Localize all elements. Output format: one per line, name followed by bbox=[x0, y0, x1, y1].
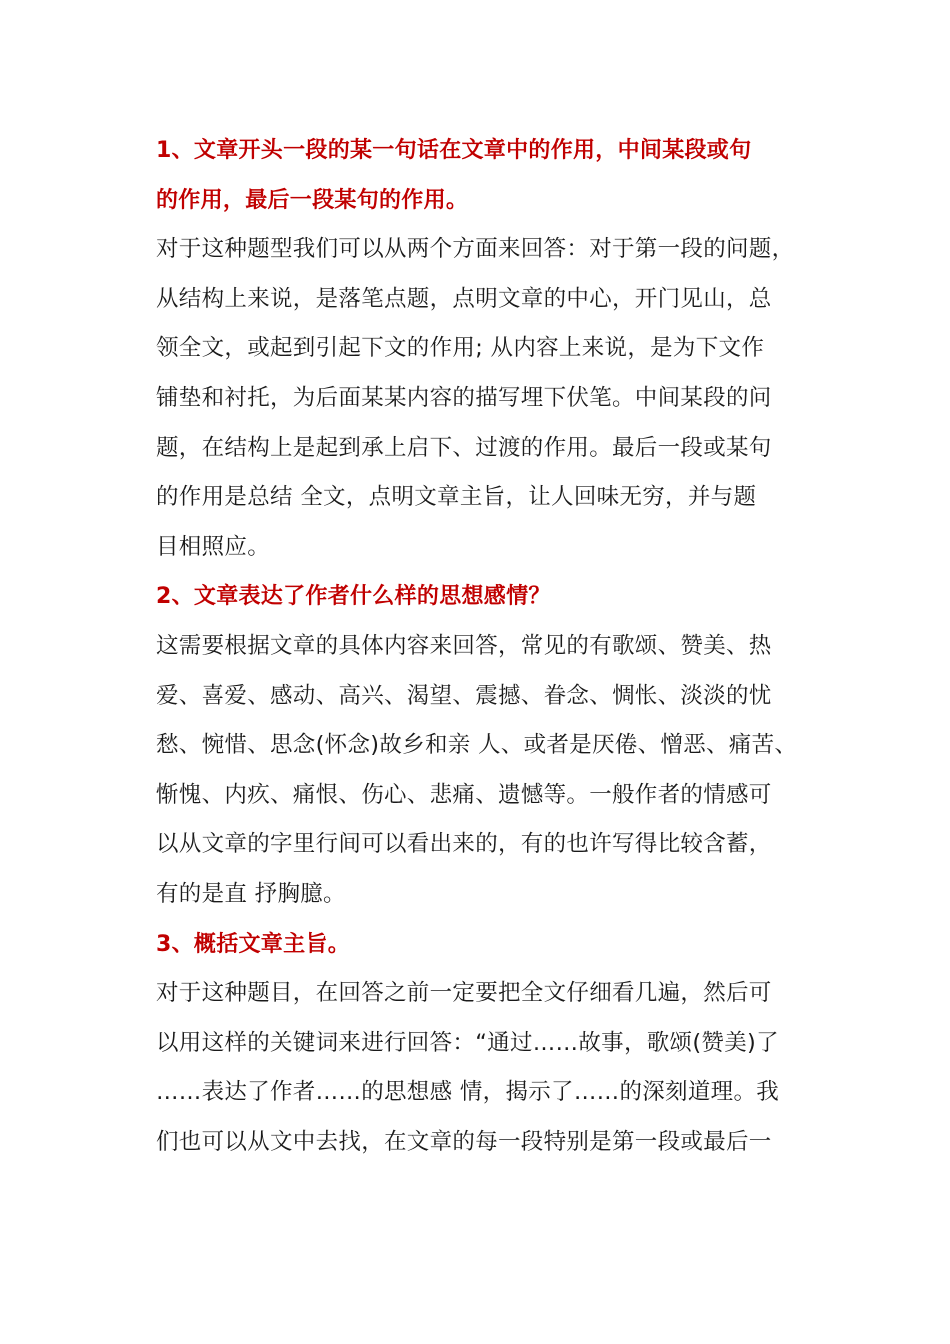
section-heading bbox=[156, 126, 816, 225]
section-heading bbox=[156, 572, 816, 622]
body-line: 题，在结构上是起到承上启下、过渡的作用。最后一段或某句 bbox=[156, 434, 772, 461]
heading-line: 1、文章开头一段的某一句话在文章中的作用，中间某段或句 bbox=[156, 138, 752, 163]
heading-line: 3、概括文章主旨。 bbox=[156, 931, 351, 957]
body-line: 们也可以从文中去找，在文章的每一段特别是第一段或最后一 bbox=[156, 1128, 772, 1155]
body-line: 从结构上来说，是落笔点题，点明文章的中心，开门见山，总 bbox=[156, 285, 772, 312]
body-line: 目相照应。 bbox=[156, 533, 271, 560]
heading-line: 2、文章表达了作者什么样的思想感情？ bbox=[156, 584, 551, 610]
body-line: 愁、惋惜、思念(怀念)故乡和亲 人、或者是厌倦、憎恶、痛苦、 bbox=[156, 732, 798, 759]
section-3 bbox=[156, 920, 816, 1168]
section-body bbox=[156, 969, 816, 1167]
body-line: 以从文章的字里行间可以看出来的，有的也许写得比较含蓄， bbox=[156, 831, 772, 858]
body-line: 这需要根据文章的具体内容来回答，常见的有歌颂、赞美、热 bbox=[156, 632, 772, 659]
body-line: 有的是直 抒胸臆。 bbox=[156, 880, 346, 907]
body-line: ……表达了作者……的思想感 情，揭示了……的深刻道理。我 bbox=[156, 1079, 780, 1106]
body-line: 对于这种题型我们可以从两个方面来回答：对于第一段的问题， bbox=[156, 236, 795, 263]
body-line: 惭愧、内疚、痛恨、伤心、悲痛、遗憾等。一般作者的情感可 bbox=[156, 781, 772, 808]
body-line: 铺垫和衬托，为后面某某内容的描写埋下伏笔。中间某段的问 bbox=[156, 384, 772, 411]
section-body bbox=[156, 225, 816, 572]
body-line: 领全文，或起到引起下文的作用; 从内容上来说，是为下文作 bbox=[156, 335, 765, 362]
heading-line: 的作用，最后一段某句的作用。 bbox=[156, 187, 469, 213]
section-heading bbox=[156, 920, 816, 970]
body-line: 爱、喜爱、感动、高兴、渴望、震撼、眷念、惆怅、淡淡的忧 bbox=[156, 682, 772, 709]
document-content bbox=[156, 126, 816, 1167]
body-line: 以用这样的关键词来进行回答：“通过……故事，歌颂(赞美)了 bbox=[156, 1029, 779, 1056]
section-body bbox=[156, 622, 816, 920]
body-line: 对于这种题目，在回答之前一定要把全文仔细看几遍，然后可 bbox=[156, 980, 772, 1007]
body-line: 的作用是总结 全文，点明文章主旨，让人回味无穷，并与题 bbox=[156, 484, 757, 511]
section-1 bbox=[156, 126, 816, 572]
section-2 bbox=[156, 572, 816, 919]
